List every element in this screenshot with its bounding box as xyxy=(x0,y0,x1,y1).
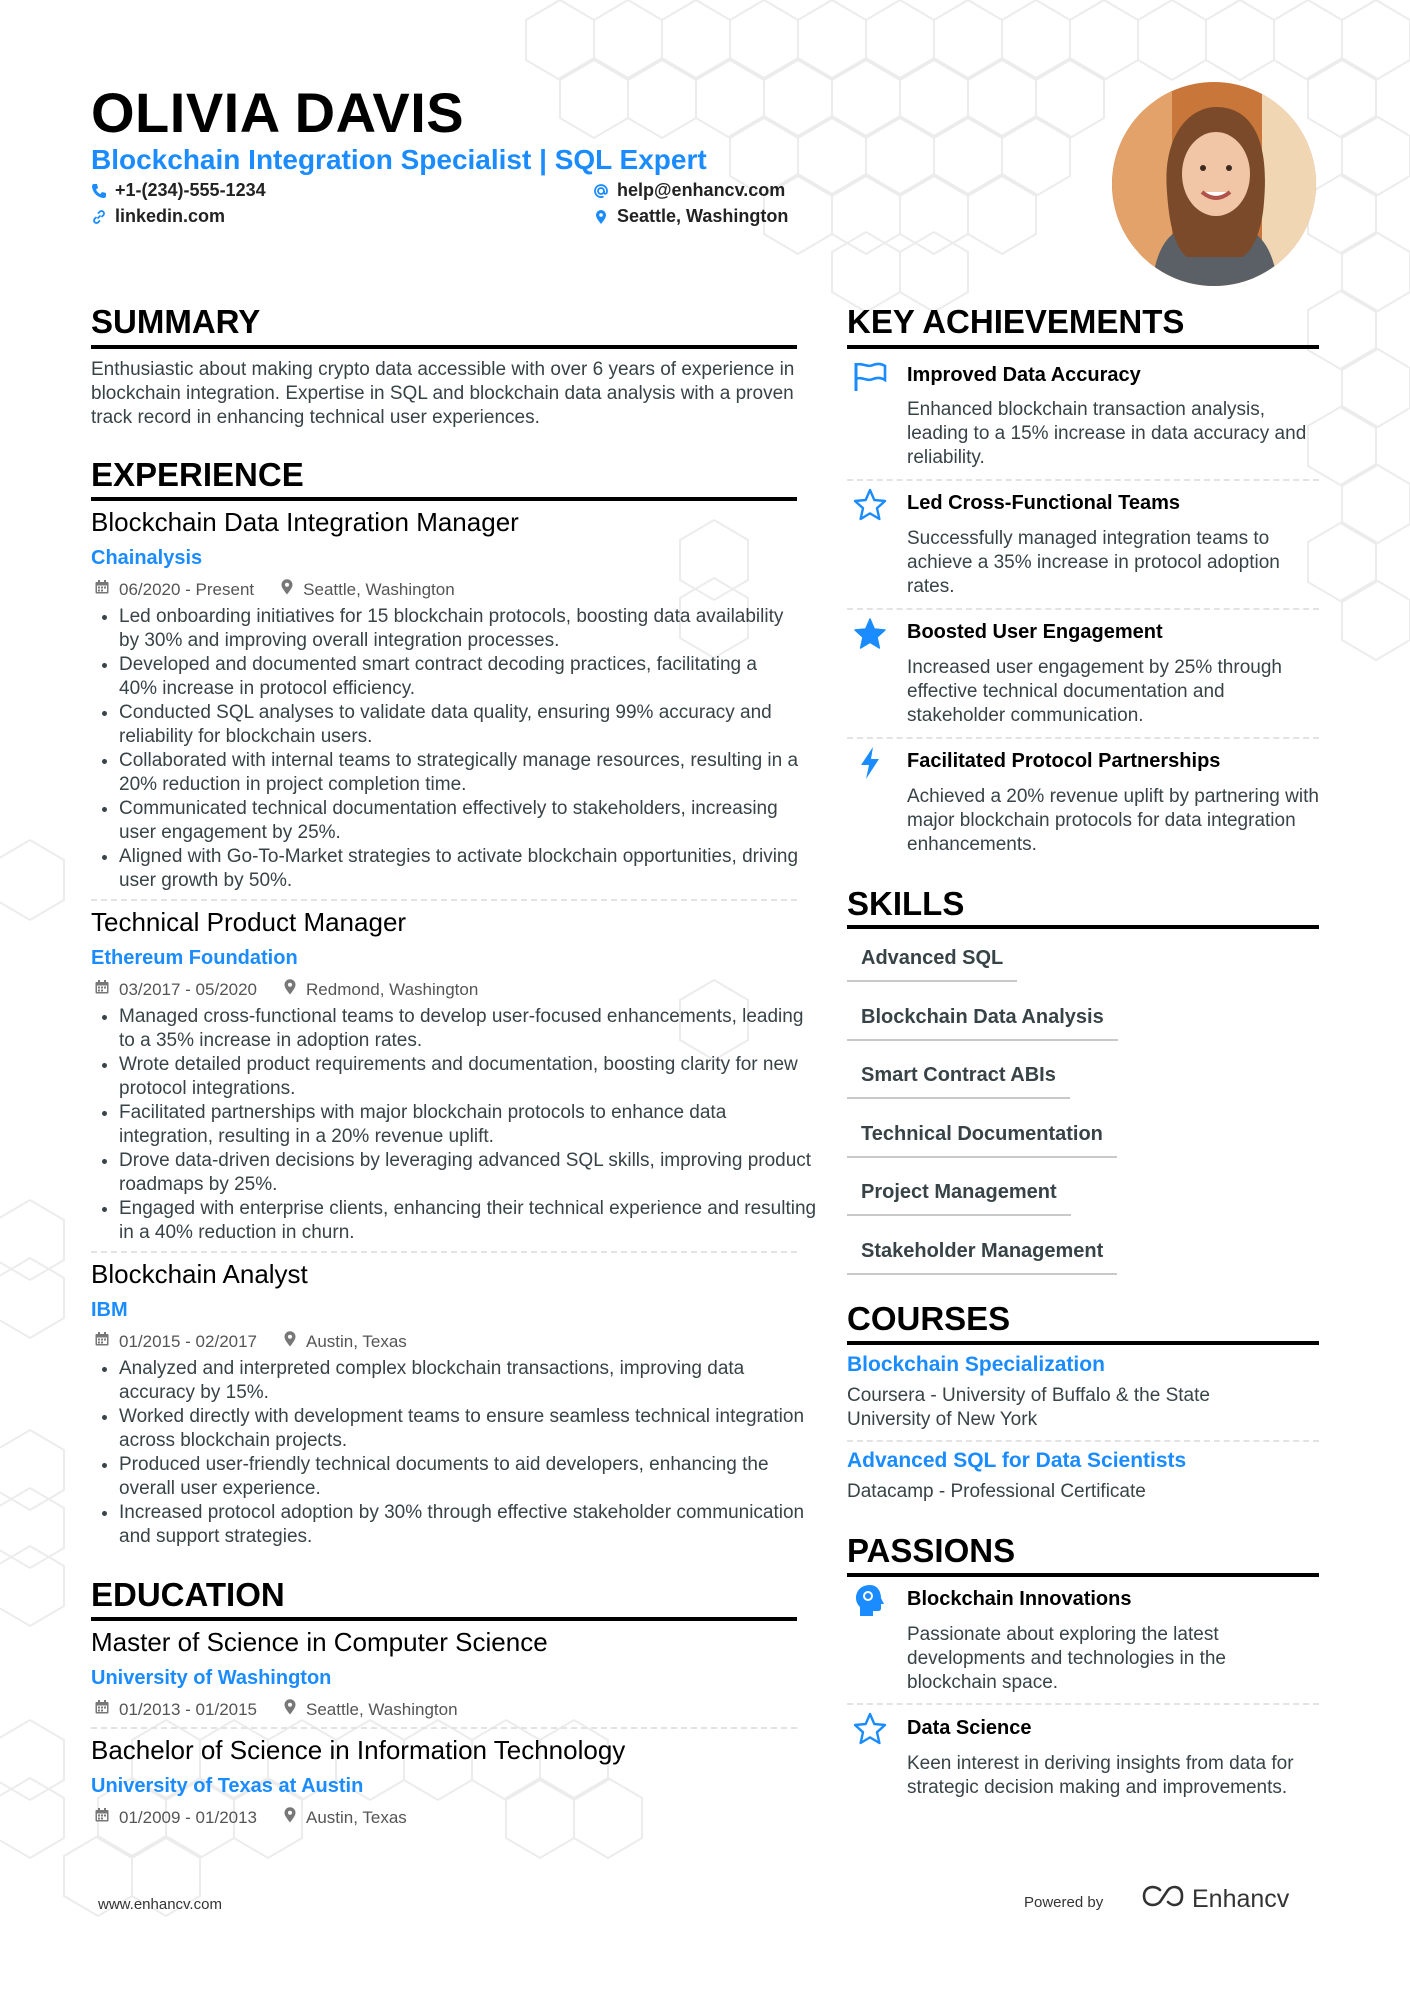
job-location: Austin, Texas xyxy=(306,1331,407,1351)
company-name: Ethereum Foundation xyxy=(91,947,298,969)
job-bullet: • Facilitated partnerships with major blockchain protocols to enhance data integration, resulting in a 20% revenue uplift. xyxy=(119,1101,819,1149)
divider xyxy=(847,1703,1319,1705)
job-location: Redmond, Washington xyxy=(306,979,479,999)
summary-text: Enthusiastic about making crypto data accessible with over 6 years of experience in blockchain integration. Expertise in SQL and blockchain data analysis with a proven track record in enhancing technical user experiences. xyxy=(91,359,795,428)
calendar-icon xyxy=(94,579,110,600)
experience-heading: EXPERIENCE xyxy=(91,456,304,493)
divider xyxy=(847,479,1319,481)
linkedin-text: linkedin.com xyxy=(115,206,226,226)
job-bullet: • Analyzed and interpreted complex blockchain transactions, improving data accuracy by 15%. xyxy=(119,1357,819,1405)
link-icon xyxy=(91,209,107,225)
star-filled-icon xyxy=(852,616,888,652)
divider xyxy=(847,737,1319,739)
job-bullets xyxy=(92,1005,819,1245)
skill-tag: Blockchain Data Analysis xyxy=(847,1006,1118,1041)
calendar-icon xyxy=(94,1807,110,1828)
skill-tag: Smart Contract ABIs xyxy=(847,1064,1070,1099)
summary-rule xyxy=(91,345,797,349)
job-dates: 01/2015 - 02/2017 xyxy=(119,1331,258,1351)
location-text: Seattle, Washington xyxy=(617,206,789,226)
lightning-icon xyxy=(852,745,888,781)
profile-photo xyxy=(1112,82,1316,286)
candidate-name: OLIVIA DAVIS xyxy=(91,81,465,144)
achievements-rule xyxy=(847,345,1319,349)
passion-title: Data Science xyxy=(907,1717,1032,1739)
skill-tag: Advanced SQL xyxy=(847,947,1017,982)
job-title: Technical Product Manager xyxy=(91,907,407,937)
job-bullet: • Worked directly with development teams to ensure seamless technical integration across blockchain projects. xyxy=(119,1405,819,1453)
summary-heading: SUMMARY xyxy=(91,303,261,340)
phone-contact[interactable] xyxy=(91,180,266,201)
education-meta xyxy=(94,1699,484,1720)
job-bullet: • Produced user-friendly technical documents to aid developers, enhancing the overall user experience. xyxy=(119,1453,819,1501)
job-bullets xyxy=(92,1357,819,1549)
achievements-heading: KEY ACHIEVEMENTS xyxy=(847,303,1185,340)
divider xyxy=(91,899,797,901)
job-meta xyxy=(94,979,504,1000)
job-bullet: • Communicated technical documentation effectively to stakeholders, increasing user engagement by 25%. xyxy=(119,797,799,845)
brain-head-icon xyxy=(852,1583,888,1619)
skill-tag: Project Management xyxy=(847,1181,1071,1216)
education-dates: 01/2013 - 01/2015 xyxy=(119,1699,258,1719)
courses-heading: COURSES xyxy=(847,1300,1011,1337)
job-bullet: • Aligned with Go-To-Market strategies to activate blockchain opportunities, driving user growth by 50%. xyxy=(119,845,799,893)
passions-heading: PASSIONS xyxy=(847,1532,1016,1569)
job-bullet: • Managed cross-functional teams to develop user-focused enhancements, leading to a 35% increase in adoption rates. xyxy=(119,1005,819,1053)
job-bullet: • Wrote detailed product requirements and documentation, boosting clarity for new protocol integrations. xyxy=(119,1053,819,1101)
job-bullet: • Increased protocol adoption by 30% through effective stakeholder communication and support strategies. xyxy=(119,1501,819,1549)
divider xyxy=(847,608,1319,610)
email-text: help@enhancv.com xyxy=(617,180,786,200)
achievement-desc: Increased user engagement by 25% through effective technical documentation and stakeholder communication. xyxy=(907,657,1282,726)
phone-icon xyxy=(91,183,107,199)
achievement-desc: Enhanced blockchain transaction analysis, leading to a 15% increase in data accuracy and reliability. xyxy=(907,399,1307,468)
powered-by-label: Powered by xyxy=(1024,1894,1104,1911)
job-meta xyxy=(94,1331,433,1352)
job-title: Blockchain Analyst xyxy=(91,1259,308,1289)
education-location: Seattle, Washington xyxy=(306,1699,458,1719)
company-name: IBM xyxy=(91,1299,128,1321)
star-outline-icon xyxy=(852,1711,888,1747)
job-bullet: • Collaborated with internal teams to strategically manage resources, resulting in a 20% reduction in project completion time. xyxy=(119,749,799,797)
location-contact xyxy=(593,206,788,227)
school-name: University of Texas at Austin xyxy=(91,1775,364,1797)
job-dates: 03/2017 - 05/2020 xyxy=(119,979,258,999)
job-bullet: • Engaged with enterprise clients, enhancing their technical experience and resulting in a 40% reduction in churn. xyxy=(119,1197,819,1245)
job-bullet: • Developed and documented smart contract decoding practices, facilitating a 40% increase in protocol efficiency. xyxy=(119,653,799,701)
job-meta xyxy=(94,579,481,600)
skill-tag: Technical Documentation xyxy=(847,1123,1117,1158)
star-outline-icon xyxy=(852,487,888,523)
achievement-desc: Achieved a 20% revenue uplift by partnering with major blockchain protocols for data integration enhancements. xyxy=(907,786,1319,855)
calendar-icon xyxy=(94,1699,110,1720)
achievement-title: Led Cross-Functional Teams xyxy=(907,492,1181,514)
passion-desc: Keen interest in deriving insights from data for strategic decision making and improvements. xyxy=(907,1753,1294,1798)
achievement-title: Improved Data Accuracy xyxy=(907,364,1141,386)
flag-icon xyxy=(852,359,888,395)
footer-website[interactable]: www.enhancv.com xyxy=(98,1896,222,1913)
course-title: Advanced SQL for Data Scientists xyxy=(847,1449,1187,1472)
map-pin-icon xyxy=(593,209,609,225)
enhancv-logo-text: Enhancv xyxy=(1192,1885,1290,1913)
education-dates: 01/2009 - 01/2013 xyxy=(119,1807,258,1827)
map-pin-icon xyxy=(283,979,297,1000)
education-location: Austin, Texas xyxy=(306,1807,407,1827)
linkedin-contact[interactable] xyxy=(91,206,225,227)
skill-tag: Stakeholder Management xyxy=(847,1240,1117,1275)
achievement-desc: Successfully managed integration teams to achieve a 35% increase in protocol adoption rates. xyxy=(907,528,1280,597)
calendar-icon xyxy=(94,1331,110,1352)
phone-text: +1-(234)-555-1234 xyxy=(115,180,266,200)
divider xyxy=(91,1727,797,1729)
job-bullet: • Drove data-driven decisions by leveraging advanced SQL skills, improving product roadmaps by 25%. xyxy=(119,1149,819,1197)
enhancv-logo[interactable] xyxy=(1140,1884,1289,1915)
achievement-title: Facilitated Protocol Partnerships xyxy=(907,750,1221,772)
job-bullet: • Conducted SQL analyses to validate data quality, ensuring 99% accuracy and reliability for blockchain users. xyxy=(119,701,799,749)
achievement-title: Boosted User Engagement xyxy=(907,621,1163,643)
skills-rule xyxy=(847,925,1319,929)
job-title: Blockchain Data Integration Manager xyxy=(91,507,519,537)
courses-rule xyxy=(847,1341,1319,1345)
passion-title: Blockchain Innovations xyxy=(907,1588,1132,1610)
passions-rule xyxy=(847,1573,1319,1577)
education-rule xyxy=(91,1617,797,1621)
divider xyxy=(847,1440,1319,1442)
map-pin-icon xyxy=(283,1331,297,1352)
at-icon xyxy=(593,183,609,199)
job-bullet: • Led onboarding initiatives for 15 blockchain protocols, boosting data availability by 30% and improving overall integration processes. xyxy=(119,605,799,653)
map-pin-icon xyxy=(280,579,294,600)
candidate-title: Blockchain Integration Specialist | SQL Expert xyxy=(91,144,707,175)
job-bullets xyxy=(92,605,799,893)
job-location: Seattle, Washington xyxy=(303,579,455,599)
map-pin-icon xyxy=(283,1699,297,1720)
education-meta xyxy=(94,1807,433,1828)
map-pin-icon xyxy=(283,1807,297,1828)
course-desc: Coursera - University of Buffalo & the State University of New York xyxy=(847,1385,1210,1430)
company-name: Chainalysis xyxy=(91,547,203,569)
passion-desc: Passionate about exploring the latest developments and technologies in the blockchain space. xyxy=(907,1624,1227,1693)
enhancv-logo-icon xyxy=(1140,1884,1186,1915)
education-heading: EDUCATION xyxy=(91,1576,285,1613)
skills-heading: SKILLS xyxy=(847,885,965,922)
degree-title: Bachelor of Science in Information Technology xyxy=(91,1735,626,1765)
divider xyxy=(91,1251,797,1253)
school-name: University of Washington xyxy=(91,1667,332,1689)
job-dates: 06/2020 - Present xyxy=(119,579,255,599)
course-desc: Datacamp - Professional Certificate xyxy=(847,1481,1146,1502)
degree-title: Master of Science in Computer Science xyxy=(91,1627,548,1657)
email-contact[interactable] xyxy=(593,180,785,201)
calendar-icon xyxy=(94,979,110,1000)
experience-rule xyxy=(91,497,797,501)
course-title: Blockchain Specialization xyxy=(847,1353,1105,1376)
